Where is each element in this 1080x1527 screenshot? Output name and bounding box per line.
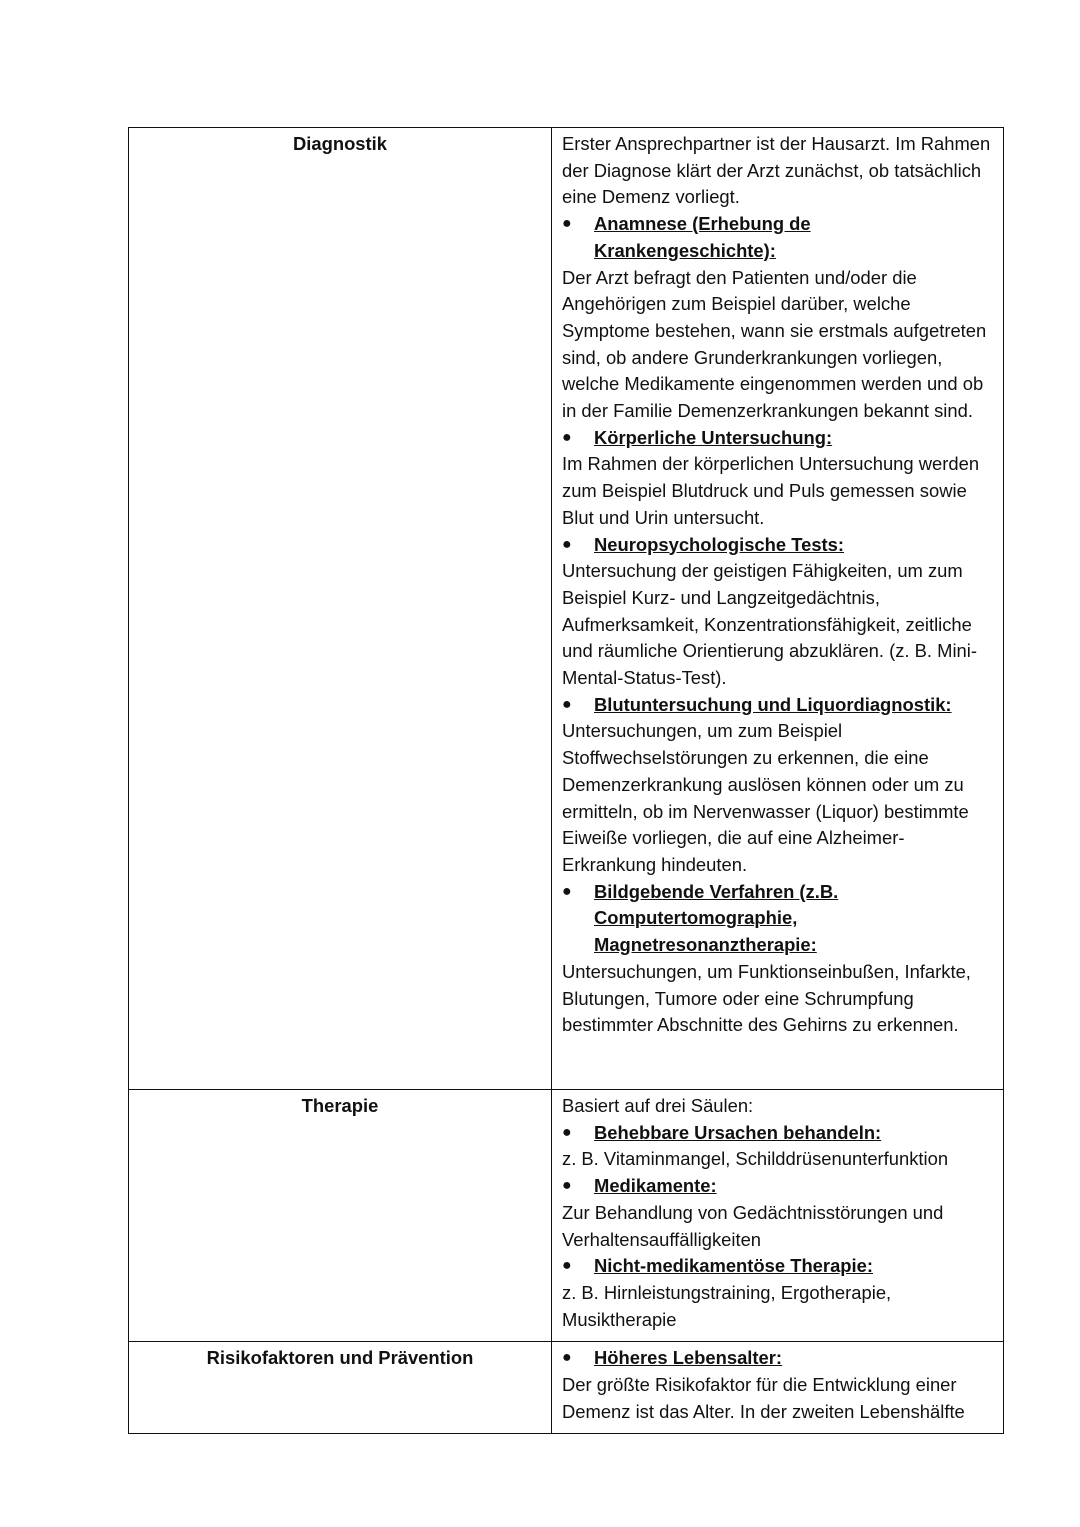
bullet-heading: Neuropsychologische Tests: [594,533,845,555]
bullet-text: Der größte Risikofaktor für die Entwicklung einer Demenz ist das Alter. In der zweiten Lebenshälfte [562,1374,965,1422]
row-label: Risikofaktoren und Prävention [129,1342,552,1434]
bullet-item [562,879,997,959]
bullet-heading: Blutuntersuchung und Liquordiagnostik: [594,693,952,715]
bullet-heading: Körperliche Untersuchung: [594,426,833,448]
bullet-item [562,425,997,452]
row-content [552,1090,1004,1342]
bullet-item [562,532,997,559]
bullet-text: z. B. Hirnleistungstraining, Ergotherapie, Musiktherapie [562,1281,892,1330]
row-intro: Basiert auf drei Säulen: [562,1095,754,1116]
bullet-icon: ● [562,1257,572,1275]
bullet-item [562,1253,997,1280]
bullet-icon: ● [562,1349,572,1367]
bullet-item [562,1345,997,1372]
bullet-icon: ● [562,882,572,900]
bullet-heading: Anamnese (Erhebung de Krankengeschichte): [594,213,811,261]
bullet-text: Im Rahmen der körperlichen Untersuchung werden zum Beispiel Blutdruck und Puls gemessen sowie Blut und Urin untersucht. [562,453,980,528]
row-label: Therapie [129,1090,552,1342]
bullet-text: Untersuchung der geistigen Fähigkeiten, um zum Beispiel Kurz- und Langzeitgedächtnis, Aufmerksamkeit, Konzentrationsfähigkeit, zeitliche und räumliche Orientierung abzuklären. (z. B. Mini-Mental-Status-Test). [562,560,977,689]
bullet-heading: Behebbare Ursachen behandeln: [594,1121,882,1143]
bullet-text: Der Arzt befragt den Patienten und/oder die Angehörigen zum Beispiel darüber, welche Symptome bestehen, wann sie erstmals aufgetreten sind, ob andere Grunderkrankungen vorliegen, welche Medikamente eingenommen werden und ob in der Familie Demenzerkrankungen bekannt sind. [562,266,987,422]
bullet-icon: ● [562,1177,572,1195]
bullet-text: Untersuchungen, um zum Beispiel Stoffwechselstörungen zu erkennen, die eine Demenzerkrankung auslösen können oder um zu ermitteln, ob im Nervenwasser (Liquor) bestimmte Eiweiße vorliegen, die auf eine Alzheimer-Erkrankung hindeuten. [562,720,969,875]
bullet-heading: Medikamente: [594,1175,717,1197]
row-label: Diagnostik [129,128,552,1090]
bullet-icon: ● [562,428,572,446]
content-table [128,127,1004,1434]
bullet-icon: ● [562,1123,572,1141]
bullet-text: Untersuchungen, um Funktionseinbußen, Infarkte, Blutungen, Tumore oder eine Schrumpfung bestimmter Abschnitte des Gehirns zu erkennen. [562,960,971,1036]
table-row [129,1342,1004,1434]
bullet-text: Zur Behandlung von Gedächtnisstörungen und Verhaltensauffälligkeiten [562,1201,944,1250]
bullet-text: z. B. Vitaminmangel, Schilddrüsenunterfunktion [562,1148,949,1170]
bullet-item [562,692,997,719]
row-content [552,1342,1004,1434]
row-content [552,128,1004,1090]
bullet-icon: ● [562,215,572,233]
table-row [129,1090,1004,1342]
bullet-item [562,211,997,264]
bullet-item [562,1173,997,1200]
bullet-heading: Nicht-medikamentöse Therapie: [594,1255,873,1277]
bullet-icon: ● [562,535,572,553]
document-page [128,127,1004,1434]
bullet-heading: Höheres Lebensalter: [594,1347,783,1369]
table-row [129,128,1004,1090]
bullet-heading: Bildgebende Verfahren (z.B. Computertomographie, Magnetresonanztherapie: [594,880,839,956]
bullet-item [562,1120,997,1147]
bullet-icon: ● [562,695,572,713]
row-intro: Erster Ansprechpartner ist der Hausarzt. Im Rahmen der Diagnose klärt der Arzt zunächst, ob tatsächlich eine Demenz vorliegt. [562,133,991,208]
